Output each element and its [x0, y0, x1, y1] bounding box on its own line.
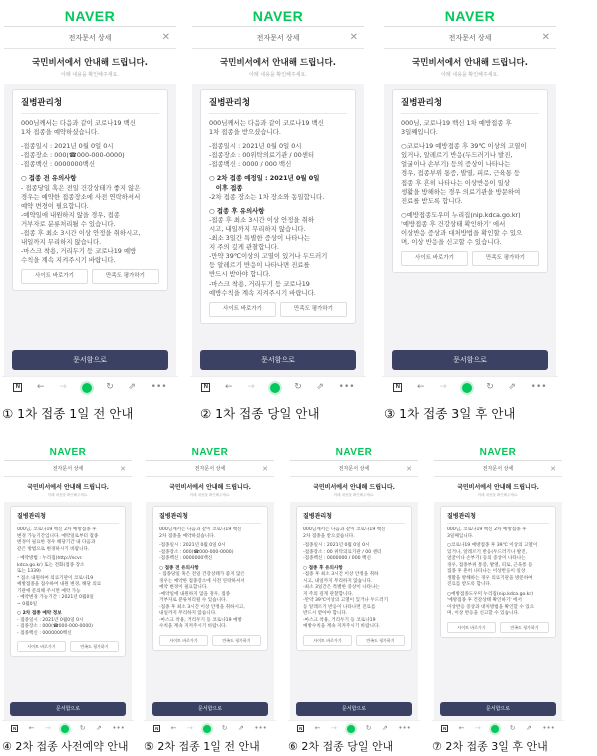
- naver-home-icon[interactable]: N: [155, 726, 159, 731]
- rating-button[interactable]: 만족도 평가하기: [212, 635, 261, 646]
- message-line: - 접종장소 : 000(☎000-000-0000): [17, 624, 93, 630]
- sheet-header: [146, 461, 274, 477]
- intro-subtext: 아래 내용을 확인해주세요.: [441, 72, 499, 78]
- message-line: 000님, 코로나19 백신 2차 예방접종 후: [447, 527, 527, 532]
- message-line: -접종백신 : 0000 / 000 백신: [209, 160, 292, 169]
- message-line: -최소 3일간 특별한 증상이 나타나는: [209, 234, 310, 243]
- message-line: 시고, 내일까지 무리하지 않습니다.: [209, 224, 306, 233]
- forward-arrow-icon[interactable]: →: [44, 724, 51, 732]
- back-arrow-icon[interactable]: ←: [170, 724, 177, 732]
- message-line: -만약 39℃이상의 고열이 있거나 두드러기: [303, 598, 389, 604]
- organization-name: 질병관리청: [303, 511, 405, 524]
- phone-panel-6: [288, 446, 420, 736]
- forward-arrow-icon[interactable]: →: [247, 382, 255, 392]
- intro-block: [146, 477, 274, 502]
- inbox-button[interactable]: 문서함으로: [152, 702, 268, 716]
- message-line: -접종 후 최소 3시간 이상 안정을 취하: [209, 215, 314, 224]
- message-line: -접종일시 : 2021년 0월 0일 0시: [21, 142, 114, 151]
- more-icon[interactable]: •••: [254, 724, 267, 732]
- message-line: 거부자로 분류처리될 수 있습니다.: [159, 598, 227, 604]
- message-line: -2차 접종 장소는 1차 장소와 동일합니다.: [209, 192, 325, 201]
- message-line: 2차 접종을 받으셨습니다.: [303, 533, 355, 539]
- message-line: 수칙을 계속 지켜주시기 바랍니다.: [159, 624, 227, 630]
- inbox-button[interactable]: 문서함으로: [392, 350, 548, 370]
- intro-subtext: 아래 내용을 확인해주세요.: [47, 493, 89, 497]
- message-line: -접종일시 : 2021년 0월 0일 0시: [209, 142, 302, 151]
- panel-caption-4: ④ 2차 접종 사전예약 안내: [2, 740, 129, 753]
- card-button-row: [17, 641, 119, 652]
- panel-caption-3: ③ 1차 접종 3일 후 안내: [384, 406, 516, 421]
- document-sheet: [290, 460, 418, 720]
- message-line: 진료를 받도록 합니다.: [401, 196, 463, 205]
- share-icon[interactable]: ⇗: [128, 382, 136, 392]
- document-sheet: [434, 460, 562, 720]
- organization-name: 질병관리청: [21, 96, 159, 114]
- card-button-row: [303, 635, 405, 646]
- message-line: 접종 후 흔히 나타나는 이상반응이 일상: [447, 569, 526, 575]
- message-line: 3일째입니다.: [447, 533, 474, 539]
- browser-toolbar: [2, 720, 134, 736]
- message-line: 반드시 받아야 합니다.: [303, 611, 348, 617]
- intro-subtext: 아래 내용을 확인해주세요.: [189, 493, 231, 497]
- message-line: 000님, 코로나19 백신 1차 예방접종 후: [401, 119, 512, 127]
- share-icon[interactable]: ⇗: [238, 724, 244, 732]
- message-line: 경우, 접종부위 통증, 발열, 피로, 근육통 등: [401, 169, 521, 178]
- sheet-header: [434, 461, 562, 477]
- site-link-button[interactable]: 사이트 바로가기: [209, 302, 276, 317]
- inbox-button[interactable]: 문서함으로: [12, 350, 168, 370]
- naver-home-icon[interactable]: N: [443, 726, 447, 731]
- message-line: ○ 2차 접종 예약 정보: [17, 611, 62, 617]
- message-line: -최소 3일간은 특별한 증상이 나타나는: [303, 585, 380, 591]
- intro-subtext: 아래 내용을 확인해주세요.: [333, 493, 375, 497]
- phone-panel-4: [2, 446, 134, 736]
- message-line: 진료를 받도록 합니다.: [447, 582, 492, 588]
- message-line: 있거나, 알레르기 반응(두드러기나 발진,: [447, 549, 528, 555]
- intro-block: [4, 477, 132, 502]
- message-body: [21, 119, 159, 265]
- share-icon[interactable]: ⇗: [508, 382, 516, 392]
- phone-panel-7: [432, 446, 564, 736]
- message-line: -마스크 착용, 거리두기 등 코로나19: [209, 279, 310, 288]
- sheet-title: 전자문서 상세: [338, 466, 370, 472]
- document-sheet: [4, 26, 176, 376]
- back-arrow-icon[interactable]: ←: [417, 382, 425, 392]
- intro-subtext: 아래 내용을 확인해주세요.: [61, 72, 119, 78]
- document-sheet: [384, 26, 556, 376]
- share-icon[interactable]: ⇗: [382, 724, 388, 732]
- message-line: - 접종일시 : 2021년 0월0일 0시: [17, 617, 84, 623]
- rating-button[interactable]: 만족도 평가하기: [280, 302, 347, 317]
- inbox-button[interactable]: 문서함으로: [296, 702, 412, 716]
- message-line: 1차 접종을 예약하셨습니다.: [21, 128, 100, 137]
- message-line: kdca.go.kr) 또는 전화(접종 장소: [17, 562, 85, 568]
- naver-logo: NAVER: [335, 447, 373, 458]
- naver-home-icon[interactable]: N: [393, 383, 402, 392]
- message-line: -예약일에 내원하지 않을 경우, 접종: [21, 210, 120, 219]
- message-line: 생활을 방해하는 경우 의료기관을 방문하여: [401, 187, 521, 196]
- naver-home-icon[interactable]: N: [201, 383, 210, 392]
- message-body: [209, 119, 347, 298]
- message-line: 등 알레르기 반응이 나타나면 진료를: [209, 261, 310, 270]
- intro-block: [4, 49, 176, 84]
- more-icon[interactable]: •••: [398, 724, 411, 732]
- document-sheet: [4, 460, 132, 720]
- forward-arrow-icon[interactable]: →: [186, 724, 193, 732]
- message-line: ○ 접종 전 유의사항: [21, 174, 77, 183]
- message-line: 이후 접종: [209, 183, 243, 192]
- message-line: 3일째입니다.: [401, 128, 438, 137]
- reload-icon[interactable]: ↻: [79, 724, 86, 732]
- naver-logo: NAVER: [444, 8, 496, 24]
- intro-heading: 국민비서에서 안내해 드립니다.: [27, 484, 109, 491]
- message-line: -접종장소 : 00위탁의료기관 / 00센터: [209, 151, 315, 160]
- message-line: 반드시 받아야 합니다.: [209, 270, 271, 279]
- message-line: 며, 이상 반응을 신고할 수 있습니다.: [401, 238, 502, 247]
- green-dot-icon[interactable]: [82, 383, 92, 393]
- rating-button[interactable]: 만족도 평가하기: [92, 269, 159, 284]
- forward-arrow-icon[interactable]: →: [439, 382, 447, 392]
- sheet-title: 전자문서 상세: [256, 34, 300, 42]
- sheet-header: [290, 461, 418, 477]
- message-line: 지 주의 깊게 관찰합니다.: [209, 243, 279, 252]
- back-arrow-icon[interactable]: ←: [458, 724, 465, 732]
- message-line: 예방접종을 접수하여 내원 변경, 해당 의료: [17, 582, 102, 588]
- green-dot-icon[interactable]: [203, 725, 211, 733]
- message-line: 이상반응 증상과 대처방법을 확인할 수 있으: [401, 229, 523, 238]
- back-arrow-icon[interactable]: ←: [37, 382, 45, 392]
- intro-subtext: 아래 내용을 확인해주세요.: [249, 72, 307, 78]
- message-line: 000님께서는 다음과 같이 코로나19 백신: [159, 527, 242, 532]
- message-line: ○예방접종도우미 누리집(nip.kdca.go.kr): [401, 210, 521, 219]
- message-body: [303, 527, 405, 631]
- message-line: -접종일시 : 2021년 0월 0일 0시: [159, 543, 226, 549]
- phone-panel-5: [144, 446, 276, 736]
- message-line: -마스크 착용, 거리두기 등 코로나19: [303, 617, 376, 623]
- rating-button[interactable]: 만족도 평가하기: [500, 622, 549, 633]
- sheet-title: 전자문서 상세: [448, 34, 492, 42]
- message-line: ○ 2차 접종 예정일 : 2021년 0월 0일: [209, 174, 320, 183]
- intro-block: [192, 49, 364, 84]
- message-line: 얼굴이나 손부기) 등의 증상이 나타나는: [401, 160, 511, 169]
- message-card: [10, 506, 126, 657]
- intro-block: [384, 49, 556, 84]
- message-line: 변경이 필요한 경우 해당기간 내 다음과: [17, 540, 96, 546]
- message-line: ○ 접종 전 유의사항: [159, 565, 199, 571]
- naver-logo: NAVER: [191, 447, 229, 458]
- naver-home-icon[interactable]: N: [13, 726, 17, 731]
- browser-toolbar: [288, 720, 420, 736]
- message-line: -접종일시 : 2021년 0월 0일 0시: [303, 543, 370, 549]
- intro-heading: 국민비서에서 안내해 드립니다.: [169, 484, 251, 491]
- intro-heading: 국민비서에서 안내해 드립니다.: [313, 484, 395, 491]
- message-line: 이상반응 증상과 대처방법을 확인할 수 있으: [447, 604, 535, 610]
- card-button-row: [447, 622, 549, 633]
- sheet-header: [384, 27, 556, 49]
- message-line: 접종 후 흔히 나타나는 이상반응이 일상: [401, 178, 510, 187]
- close-icon[interactable]: ✕: [406, 465, 412, 473]
- message-line: -접종장소 : 00 위탁의료기관 / 00 센터: [303, 549, 382, 555]
- share-icon[interactable]: ⇗: [96, 724, 102, 732]
- organization-name: 질병관리청: [209, 96, 347, 114]
- close-icon[interactable]: ✕: [161, 32, 170, 43]
- message-card: [296, 506, 412, 651]
- message-line: -접종백신 : 0000000백신: [21, 160, 96, 169]
- green-dot-icon[interactable]: [347, 725, 355, 733]
- site-link-button[interactable]: 사이트 바로가기: [17, 641, 66, 652]
- message-line: -접종백신 : 0000000 / 000 백신: [303, 556, 371, 562]
- message-line: 예약 변경이 필요합니다.: [21, 201, 89, 210]
- intro-block: [290, 477, 418, 502]
- message-card: [12, 89, 168, 291]
- message-line: 같은 방법으로 변경하시기 바랍니다.: [17, 546, 90, 552]
- naver-home-icon[interactable]: N: [299, 726, 303, 731]
- share-icon[interactable]: ⇗: [526, 724, 532, 732]
- message-line: * 접소 내원하여 의료기관이 코로나19: [17, 575, 94, 581]
- message-line: 예방수칙을 계속 지켜주시기 바랍니다.: [303, 624, 380, 630]
- message-line: 000님께서는 다음과 같이 코로나19 백신: [21, 119, 136, 127]
- intro-heading: 국민비서에서 안내해 드립니다.: [412, 58, 528, 68]
- message-line: -접종장소 : 000(☎000-000-0000): [159, 549, 234, 555]
- message-line: ○코로나19 예방접종 후 39℃ 이상의 고열이: [447, 543, 538, 549]
- reload-icon[interactable]: ↻: [294, 382, 302, 392]
- message-line: '예방접종 후 건강상태 확인하기' 에서: [401, 219, 506, 228]
- sheet-title: 전자문서 상세: [52, 466, 84, 472]
- reload-icon[interactable]: ↻: [509, 724, 516, 732]
- intro-subtext: 아래 내용을 확인해주세요.: [477, 493, 519, 497]
- message-line: -접종 후 최소 3시간 이상 안정을 취하시고,: [159, 604, 245, 610]
- message-line: 2차 접종을 예약하셨습니다.: [159, 533, 216, 539]
- sheet-header: [4, 461, 132, 477]
- panel-caption-2: ② 1차 접종 당일 안내: [200, 406, 320, 421]
- card-button-row: [21, 269, 159, 284]
- browser-toolbar: [144, 720, 276, 736]
- naver-logo: NAVER: [49, 447, 87, 458]
- message-line: - 접종당일 혹은 전일 건강상태가 좋지 않은: [21, 183, 141, 192]
- phone-panel-2: [190, 6, 366, 398]
- rating-button[interactable]: 만족도 평가하기: [356, 635, 405, 646]
- message-line: 생활을 방해하는 경우 의료기관을 방문하여: [447, 575, 533, 581]
- organization-name: 질병관리청: [17, 511, 119, 524]
- message-line: ○예방접종도우미 누리집(nip.kdca.go.kr): [447, 591, 534, 597]
- panel-caption-6: ⑥ 2차 접종 당일 안내: [288, 740, 394, 753]
- organization-name: 질병관리청: [447, 511, 549, 524]
- sheet-header: [4, 27, 176, 49]
- rating-button[interactable]: 만족도 평가하기: [472, 251, 539, 266]
- organization-name: 질병관리청: [401, 96, 539, 114]
- message-line: - 예약변경 가능기간 : 2021년 0월0일: [17, 595, 94, 601]
- sheet-header: [192, 27, 364, 49]
- message-line: ○코로나19 예방접종 후 39℃ 이상의 고열이: [401, 142, 527, 151]
- message-line: 내일까지 무리하지 않습니다.: [159, 611, 217, 617]
- message-line: ○ 접종 후 유의사항: [209, 206, 265, 215]
- message-line: 000님께서는 다음과 같이 코로나19 백신: [303, 527, 386, 532]
- inbox-button[interactable]: 문서함으로: [10, 702, 126, 716]
- message-body: [447, 527, 549, 618]
- browser-toolbar: [2, 376, 178, 398]
- message-line: 내일까지 무리하지 않습니다.: [21, 238, 102, 247]
- close-icon[interactable]: ✕: [550, 465, 556, 473]
- more-icon[interactable]: •••: [542, 724, 555, 732]
- message-body: [17, 527, 119, 637]
- message-line: 000님, 코로나19 백신 2차 예방접종 후: [17, 527, 97, 532]
- message-line: 얼굴이나 손부기) 등의 증상이 나타나는: [447, 556, 526, 562]
- sheet-title: 전자문서 상세: [482, 466, 514, 472]
- sheet-title: 전자문서 상세: [194, 466, 226, 472]
- message-line: ○ 접종 후 유의사항: [303, 565, 343, 571]
- message-line: 예약 변경이 필요합니다.: [159, 585, 208, 591]
- message-line: - 예약방법 : 누리집(http://ncvr.: [17, 556, 83, 562]
- card-button-row: [159, 635, 261, 646]
- message-line: 000님께서는 다음과 같이 코로나19 백신: [209, 119, 324, 127]
- inbox-button[interactable]: 문서함으로: [440, 702, 556, 716]
- intro-heading: 국민비서에서 안내해 드립니다.: [457, 484, 539, 491]
- close-icon[interactable]: ✕: [541, 32, 550, 43]
- message-line: 경우는 예약한 접종장소에 사전 연락하셔서: [159, 578, 245, 584]
- card-button-row: [209, 302, 347, 317]
- close-icon[interactable]: ✕: [120, 465, 126, 473]
- reload-icon[interactable]: ↻: [221, 724, 228, 732]
- message-line: -접종 후 최소 3시간 이상 안정을 취하시고,: [21, 229, 141, 238]
- message-body: [401, 119, 539, 247]
- naver-home-icon[interactable]: N: [13, 383, 22, 392]
- card-button-row: [401, 251, 539, 266]
- message-line: 1차 접종을 받으셨습니다.: [209, 128, 281, 137]
- intro-block: [434, 477, 562, 502]
- site-link-button[interactable]: 사이트 바로가기: [303, 635, 352, 646]
- message-line: 등 알레르기 반응이 나타나면 진료를: [303, 604, 376, 610]
- site-link-button[interactable]: 사이트 바로가기: [447, 622, 496, 633]
- panel-caption-5: ⑤ 2차 접종 1일 전 안내: [144, 740, 260, 753]
- message-line: -예약일에 내원하지 않을 경우, 접종: [159, 591, 231, 597]
- green-dot-icon[interactable]: [462, 383, 472, 393]
- message-line: 거부자로 분류처리될 수 있습니다.: [21, 219, 116, 228]
- intro-heading: 국민비서에서 안내해 드립니다.: [32, 58, 148, 68]
- forward-arrow-icon[interactable]: →: [59, 382, 67, 392]
- close-icon[interactable]: ✕: [262, 465, 268, 473]
- panel-caption-7: ⑦ 2차 접종 3일 후 안내: [432, 740, 548, 753]
- site-link-button[interactable]: 사이트 바로가기: [401, 251, 468, 266]
- message-line: -마스크 착용, 거리두기 등 코로나19 예방: [159, 617, 242, 623]
- message-line: 며, 이상 반응을 신고할 수 있습니다.: [447, 611, 520, 617]
- naver-logo: NAVER: [64, 8, 116, 24]
- back-arrow-icon[interactable]: ←: [225, 382, 233, 392]
- green-dot-icon[interactable]: [61, 725, 69, 733]
- message-line: '예방접종 후 건강상태 확인하기' 에서: [447, 598, 522, 604]
- message-line: 변경 가능기간입니다. 예약일로부터 접종: [17, 533, 99, 539]
- naver-logo: NAVER: [252, 8, 304, 24]
- phone-panel-1: [2, 6, 178, 398]
- close-icon[interactable]: ✕: [349, 32, 358, 43]
- message-card: [440, 506, 556, 638]
- message-line: 지 주의 깊게 관찰합니다.: [303, 591, 354, 597]
- message-body: [159, 527, 261, 631]
- message-line: -접종 후 최소 3시간 이상 안정을 취하: [303, 572, 379, 578]
- message-line: 경우, 접종부위 통증, 발열, 피로, 근육통 등: [447, 562, 533, 568]
- sheet-title: 전자문서 상세: [68, 34, 112, 42]
- message-line: 예방수칙을 계속 지켜주시기 바랍니다.: [209, 288, 316, 297]
- message-line: - 접종백신 : 0000000백신: [17, 630, 72, 636]
- message-card: [152, 506, 268, 651]
- message-line: 있거나, 알레르기 반응(두드러기나 발진,: [401, 151, 513, 160]
- phone-panel-3: [382, 6, 558, 398]
- message-line: -접종장소 : 000(☎000-000-0000): [21, 151, 125, 160]
- forward-arrow-icon[interactable]: →: [474, 724, 481, 732]
- reload-icon[interactable]: ↻: [486, 382, 494, 392]
- message-line: -접종백신 : 0000000백신: [159, 556, 213, 562]
- green-dot-icon[interactable]: [491, 725, 499, 733]
- message-line: 수칙을 계속 지켜주시기 바랍니다.: [21, 256, 116, 265]
- inbox-button[interactable]: 문서함으로: [200, 350, 356, 370]
- rating-button[interactable]: 만족도 평가하기: [70, 641, 119, 652]
- message-line: 시고, 내일까지 무리하지 않습니다.: [303, 578, 373, 584]
- message-line: 또는 1339): [17, 569, 41, 575]
- message-line: 기관에 문의해 주시면 예약 가능: [17, 588, 81, 594]
- more-icon[interactable]: •••: [530, 382, 547, 392]
- browser-toolbar: [190, 376, 366, 398]
- back-arrow-icon[interactable]: ←: [314, 724, 321, 732]
- more-icon[interactable]: •••: [338, 382, 355, 392]
- share-icon[interactable]: ⇗: [316, 382, 324, 392]
- back-arrow-icon[interactable]: ←: [28, 724, 35, 732]
- organization-name: 질병관리청: [159, 511, 261, 524]
- message-line: -만약 39℃이상의 고열이 있거나 두드러기: [209, 252, 328, 261]
- more-icon[interactable]: •••: [150, 382, 167, 392]
- message-line: -마스크 착용, 거리두기 등 코로나19 예방: [21, 247, 137, 256]
- document-sheet: [192, 26, 364, 376]
- intro-heading: 국민비서에서 안내해 드립니다.: [220, 58, 336, 68]
- site-link-button[interactable]: 사이트 바로가기: [159, 635, 208, 646]
- naver-logo: NAVER: [479, 447, 517, 458]
- message-card: [200, 89, 356, 324]
- green-dot-icon[interactable]: [270, 383, 280, 393]
- message-card: [392, 89, 548, 273]
- reload-icon[interactable]: ↻: [106, 382, 114, 392]
- forward-arrow-icon[interactable]: →: [330, 724, 337, 732]
- browser-toolbar: [382, 376, 558, 398]
- message-line: - 접종당일 혹은 전일 건강상태가 좋지 않은: [159, 572, 245, 578]
- panel-caption-1: ① 1차 접종 1일 전 안내: [2, 406, 134, 421]
- document-sheet: [146, 460, 274, 720]
- more-icon[interactable]: •••: [112, 724, 125, 732]
- reload-icon[interactable]: ↻: [365, 724, 372, 732]
- browser-toolbar: [432, 720, 564, 736]
- message-line: ~ 0월0일: [17, 601, 38, 607]
- message-line: 경우는 예약한 접종장소에 사전 연락하셔서: [21, 192, 141, 201]
- site-link-button[interactable]: 사이트 바로가기: [21, 269, 88, 284]
